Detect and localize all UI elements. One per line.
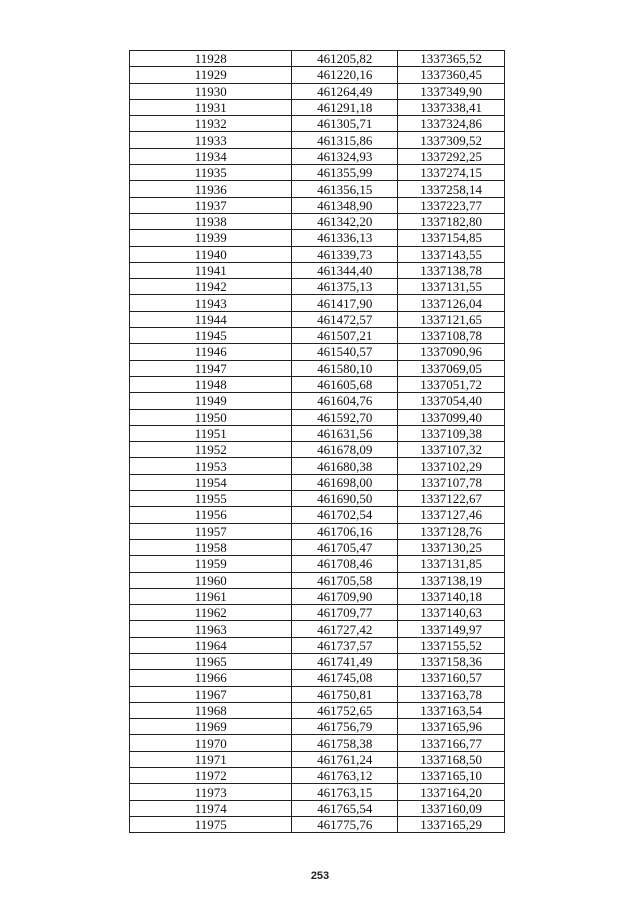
- table-row: [130, 458, 505, 474]
- y-coordinate-cell: 1337365,52: [398, 51, 505, 67]
- x-coordinate-cell: 461698,00: [292, 474, 398, 490]
- point-number-cell: 11953: [130, 458, 292, 474]
- y-coordinate-cell: 1337131,55: [398, 279, 505, 295]
- table-row: [130, 360, 505, 376]
- point-number-cell: 11954: [130, 474, 292, 490]
- table-row: [130, 784, 505, 800]
- x-coordinate-cell: 461315,86: [292, 132, 398, 148]
- y-coordinate-cell: 1337149,97: [398, 621, 505, 637]
- y-coordinate-cell: 1337143,55: [398, 246, 505, 262]
- y-coordinate-cell: 1337069,05: [398, 360, 505, 376]
- x-coordinate-cell: 461765,54: [292, 800, 398, 816]
- point-number-cell: 11960: [130, 572, 292, 588]
- x-coordinate-cell: 461750,81: [292, 686, 398, 702]
- point-number-cell: 11937: [130, 197, 292, 213]
- x-coordinate-cell: 461264,49: [292, 83, 398, 99]
- table-row: [130, 165, 505, 181]
- point-number-cell: 11938: [130, 213, 292, 229]
- table-row: [130, 409, 505, 425]
- table-row: [130, 735, 505, 751]
- y-coordinate-cell: 1337138,19: [398, 572, 505, 588]
- table-row: [130, 702, 505, 718]
- y-coordinate-cell: 1337163,54: [398, 702, 505, 718]
- table-row: [130, 686, 505, 702]
- point-number-cell: 11968: [130, 702, 292, 718]
- x-coordinate-cell: 461752,65: [292, 702, 398, 718]
- y-coordinate-cell: 1337258,14: [398, 181, 505, 197]
- table-row: [130, 474, 505, 490]
- point-number-cell: 11966: [130, 670, 292, 686]
- x-coordinate-cell: 461709,77: [292, 605, 398, 621]
- y-coordinate-cell: 1337160,57: [398, 670, 505, 686]
- y-coordinate-cell: 1337138,78: [398, 262, 505, 278]
- point-number-cell: 11928: [130, 51, 292, 67]
- point-number-cell: 11947: [130, 360, 292, 376]
- table-row: [130, 328, 505, 344]
- y-coordinate-cell: 1337122,67: [398, 491, 505, 507]
- point-number-cell: 11929: [130, 67, 292, 83]
- point-number-cell: 11942: [130, 279, 292, 295]
- table-row: [130, 181, 505, 197]
- x-coordinate-cell: 461678,09: [292, 442, 398, 458]
- y-coordinate-cell: 1337108,78: [398, 328, 505, 344]
- table-row: [130, 67, 505, 83]
- table-row: [130, 637, 505, 653]
- point-number-cell: 11935: [130, 165, 292, 181]
- x-coordinate-cell: 461737,57: [292, 637, 398, 653]
- point-number-cell: 11941: [130, 262, 292, 278]
- x-coordinate-cell: 461758,38: [292, 735, 398, 751]
- point-number-cell: 11952: [130, 442, 292, 458]
- x-coordinate-cell: 461605,68: [292, 376, 398, 392]
- point-number-cell: 11957: [130, 523, 292, 539]
- x-coordinate-cell: 461417,90: [292, 295, 398, 311]
- x-coordinate-cell: 461604,76: [292, 393, 398, 409]
- x-coordinate-cell: 461348,90: [292, 197, 398, 213]
- y-coordinate-cell: 1337130,25: [398, 539, 505, 555]
- coordinates-table: [129, 50, 505, 833]
- x-coordinate-cell: 461745,08: [292, 670, 398, 686]
- y-coordinate-cell: 1337292,25: [398, 148, 505, 164]
- y-coordinate-cell: 1337109,38: [398, 425, 505, 441]
- x-coordinate-cell: 461756,79: [292, 719, 398, 735]
- point-number-cell: 11936: [130, 181, 292, 197]
- y-coordinate-cell: 1337140,63: [398, 605, 505, 621]
- x-coordinate-cell: 461580,10: [292, 360, 398, 376]
- y-coordinate-cell: 1337274,15: [398, 165, 505, 181]
- x-coordinate-cell: 461741,49: [292, 653, 398, 669]
- x-coordinate-cell: 461205,82: [292, 51, 398, 67]
- y-coordinate-cell: 1337158,36: [398, 653, 505, 669]
- point-number-cell: 11951: [130, 425, 292, 441]
- x-coordinate-cell: 461763,15: [292, 784, 398, 800]
- y-coordinate-cell: 1337360,45: [398, 67, 505, 83]
- point-number-cell: 11973: [130, 784, 292, 800]
- x-coordinate-cell: 461336,13: [292, 230, 398, 246]
- point-number-cell: 11939: [130, 230, 292, 246]
- x-coordinate-cell: 461727,42: [292, 621, 398, 637]
- point-number-cell: 11967: [130, 686, 292, 702]
- point-number-cell: 11948: [130, 376, 292, 392]
- x-coordinate-cell: 461775,76: [292, 816, 398, 832]
- x-coordinate-cell: 461339,73: [292, 246, 398, 262]
- y-coordinate-cell: 1337090,96: [398, 344, 505, 360]
- table-row: [130, 491, 505, 507]
- point-number-cell: 11969: [130, 719, 292, 735]
- y-coordinate-cell: 1337160,09: [398, 800, 505, 816]
- table-row: [130, 751, 505, 767]
- table-row: [130, 393, 505, 409]
- table-row: [130, 507, 505, 523]
- y-coordinate-cell: 1337165,10: [398, 768, 505, 784]
- y-coordinate-cell: 1337099,40: [398, 409, 505, 425]
- point-number-cell: 11972: [130, 768, 292, 784]
- point-number-cell: 11956: [130, 507, 292, 523]
- table-row: [130, 213, 505, 229]
- x-coordinate-cell: 461709,90: [292, 588, 398, 604]
- point-number-cell: 11963: [130, 621, 292, 637]
- x-coordinate-cell: 461220,16: [292, 67, 398, 83]
- y-coordinate-cell: 1337107,32: [398, 442, 505, 458]
- y-coordinate-cell: 1337107,78: [398, 474, 505, 490]
- table-row: [130, 719, 505, 735]
- y-coordinate-cell: 1337164,20: [398, 784, 505, 800]
- table-row: [130, 768, 505, 784]
- x-coordinate-cell: 461507,21: [292, 328, 398, 344]
- x-coordinate-cell: 461291,18: [292, 99, 398, 115]
- y-coordinate-cell: 1337324,86: [398, 116, 505, 132]
- table-row: [130, 539, 505, 555]
- y-coordinate-cell: 1337154,85: [398, 230, 505, 246]
- table-row: [130, 148, 505, 164]
- table-row: [130, 311, 505, 327]
- y-coordinate-cell: 1337166,77: [398, 735, 505, 751]
- table-row: [130, 816, 505, 832]
- table-row: [130, 230, 505, 246]
- point-number-cell: 11931: [130, 99, 292, 115]
- x-coordinate-cell: 461763,12: [292, 768, 398, 784]
- point-number-cell: 11975: [130, 816, 292, 832]
- x-coordinate-cell: 461705,58: [292, 572, 398, 588]
- point-number-cell: 11974: [130, 800, 292, 816]
- point-number-cell: 11940: [130, 246, 292, 262]
- x-coordinate-cell: 461472,57: [292, 311, 398, 327]
- y-coordinate-cell: 1337163,78: [398, 686, 505, 702]
- x-coordinate-cell: 461355,99: [292, 165, 398, 181]
- y-coordinate-cell: 1337223,77: [398, 197, 505, 213]
- x-coordinate-cell: 461375,13: [292, 279, 398, 295]
- point-number-cell: 11959: [130, 556, 292, 572]
- table-row: [130, 83, 505, 99]
- x-coordinate-cell: 461356,15: [292, 181, 398, 197]
- y-coordinate-cell: 1337165,96: [398, 719, 505, 735]
- point-number-cell: 11955: [130, 491, 292, 507]
- table-row: [130, 51, 505, 67]
- table-row: [130, 572, 505, 588]
- page-number: 253: [310, 870, 330, 882]
- table-row: [130, 588, 505, 604]
- y-coordinate-cell: 1337155,52: [398, 637, 505, 653]
- x-coordinate-cell: 461342,20: [292, 213, 398, 229]
- table-row: [130, 653, 505, 669]
- y-coordinate-cell: 1337349,90: [398, 83, 505, 99]
- point-number-cell: 11958: [130, 539, 292, 555]
- x-coordinate-cell: 461680,38: [292, 458, 398, 474]
- table-row: [130, 621, 505, 637]
- point-number-cell: 11932: [130, 116, 292, 132]
- table-row: [130, 800, 505, 816]
- y-coordinate-cell: 1337140,18: [398, 588, 505, 604]
- table-row: [130, 246, 505, 262]
- x-coordinate-cell: 461690,50: [292, 491, 398, 507]
- y-coordinate-cell: 1337121,65: [398, 311, 505, 327]
- y-coordinate-cell: 1337054,40: [398, 393, 505, 409]
- x-coordinate-cell: 461344,40: [292, 262, 398, 278]
- y-coordinate-cell: 1337051,72: [398, 376, 505, 392]
- point-number-cell: 11945: [130, 328, 292, 344]
- point-number-cell: 11962: [130, 605, 292, 621]
- x-coordinate-cell: 461540,57: [292, 344, 398, 360]
- y-coordinate-cell: 1337165,29: [398, 816, 505, 832]
- x-coordinate-cell: 461705,47: [292, 539, 398, 555]
- point-number-cell: 11950: [130, 409, 292, 425]
- y-coordinate-cell: 1337338,41: [398, 99, 505, 115]
- table-row: [130, 556, 505, 572]
- point-number-cell: 11943: [130, 295, 292, 311]
- table-row: [130, 295, 505, 311]
- table-row: [130, 116, 505, 132]
- table-row: [130, 670, 505, 686]
- table-row: [130, 197, 505, 213]
- x-coordinate-cell: 461592,70: [292, 409, 398, 425]
- table-row: [130, 523, 505, 539]
- x-coordinate-cell: 461631,56: [292, 425, 398, 441]
- point-number-cell: 11946: [130, 344, 292, 360]
- x-coordinate-cell: 461305,71: [292, 116, 398, 132]
- y-coordinate-cell: 1337126,04: [398, 295, 505, 311]
- x-coordinate-cell: 461702,54: [292, 507, 398, 523]
- x-coordinate-cell: 461761,24: [292, 751, 398, 767]
- point-number-cell: 11964: [130, 637, 292, 653]
- point-number-cell: 11934: [130, 148, 292, 164]
- point-number-cell: 11930: [130, 83, 292, 99]
- table-row: [130, 344, 505, 360]
- table-row: [130, 132, 505, 148]
- table-row: [130, 442, 505, 458]
- y-coordinate-cell: 1337131,85: [398, 556, 505, 572]
- table-row: [130, 279, 505, 295]
- coordinates-table-body: [130, 51, 505, 833]
- y-coordinate-cell: 1337102,29: [398, 458, 505, 474]
- point-number-cell: 11961: [130, 588, 292, 604]
- point-number-cell: 11970: [130, 735, 292, 751]
- table-row: [130, 262, 505, 278]
- point-number-cell: 11933: [130, 132, 292, 148]
- point-number-cell: 11944: [130, 311, 292, 327]
- x-coordinate-cell: 461324,93: [292, 148, 398, 164]
- point-number-cell: 11971: [130, 751, 292, 767]
- table-row: [130, 605, 505, 621]
- table-row: [130, 376, 505, 392]
- y-coordinate-cell: 1337127,46: [398, 507, 505, 523]
- table-row: [130, 425, 505, 441]
- point-number-cell: 11949: [130, 393, 292, 409]
- y-coordinate-cell: 1337168,50: [398, 751, 505, 767]
- x-coordinate-cell: 461706,16: [292, 523, 398, 539]
- point-number-cell: 11965: [130, 653, 292, 669]
- table-row: [130, 99, 505, 115]
- y-coordinate-cell: 1337309,52: [398, 132, 505, 148]
- x-coordinate-cell: 461708,46: [292, 556, 398, 572]
- y-coordinate-cell: 1337128,76: [398, 523, 505, 539]
- y-coordinate-cell: 1337182,80: [398, 213, 505, 229]
